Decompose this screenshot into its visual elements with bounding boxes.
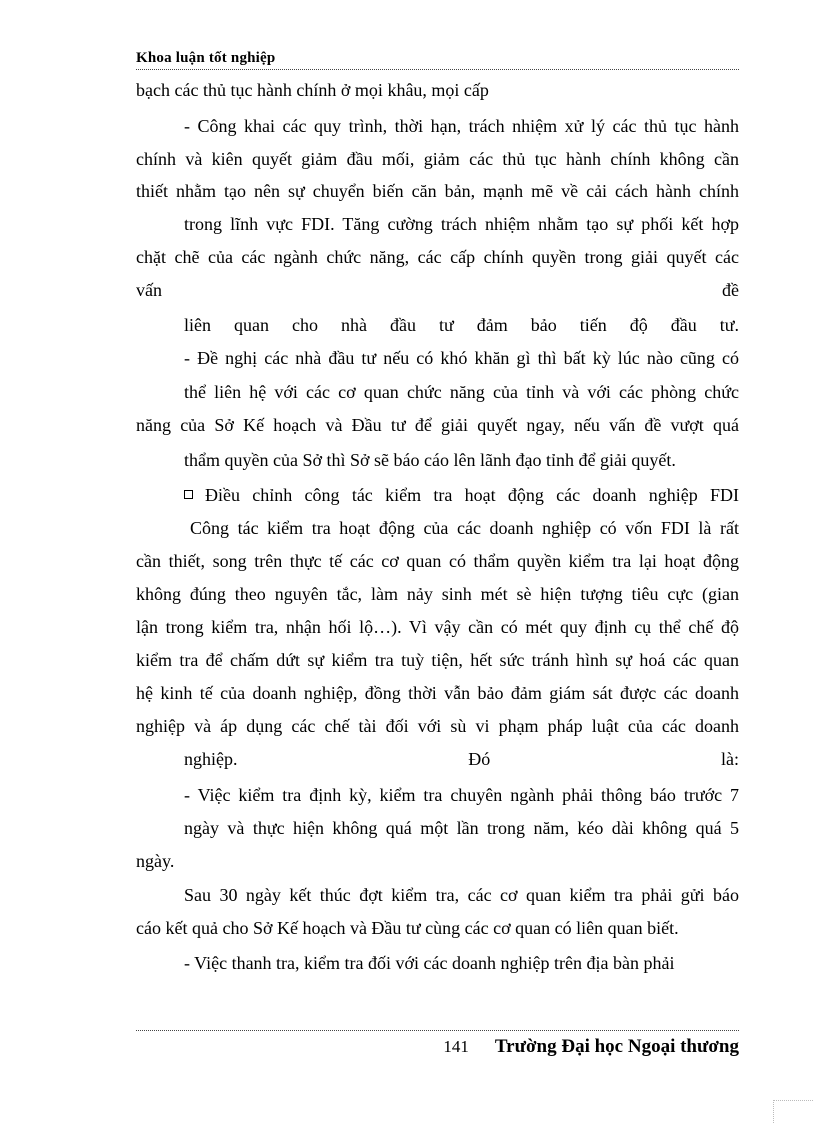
body-line: nghiệp và áp dụng các chế tài đối với sù vi phạm pháp luật của các doanh bbox=[136, 716, 739, 736]
page-corner-mark bbox=[773, 1100, 774, 1123]
body-line: - Đề nghị các nhà đầu tư nếu có khó khăn gì thì bất kỳ lúc nào cũng có bbox=[184, 348, 739, 368]
body-line: Sau 30 ngày kết thúc đợt kiểm tra, các cơ quan kiểm tra phải gửi báo bbox=[184, 885, 739, 905]
school-name: Trường Đại học Ngoại thương bbox=[494, 1036, 739, 1057]
body-line: chặt chẽ của các ngành chức năng, các cấp chính quyền trong giải quyết các bbox=[136, 247, 739, 267]
body-line: chính và kiên quyết giảm đầu mối, giảm các thủ tục hành chính không cần bbox=[136, 149, 739, 169]
body-line: hệ kinh tế của doanh nghiệp, đồng thời vẫn bảo đảm giám sát được các doanh bbox=[136, 683, 739, 703]
running-footer bbox=[136, 1036, 739, 1058]
section-heading-line bbox=[184, 484, 739, 506]
running-header: Khoa luận tốt nghiệp bbox=[136, 50, 276, 66]
body-line: thể liên hệ với các cơ quan chức năng của tỉnh và với các phòng chức bbox=[184, 382, 739, 402]
body-line: Công tác kiểm tra hoạt động của các doanh nghiệp có vốn FDI là rất bbox=[190, 518, 739, 538]
checkbox-bullet-icon bbox=[184, 490, 193, 499]
body-line: thẩm quyền của Sở thì Sở sẽ báo cáo lên lãnh đạo tỉnh để giải quyết. bbox=[184, 450, 676, 470]
body-line: nghiệp. Đó là: bbox=[184, 749, 739, 769]
body-line: liên quan cho nhà đầu tư đảm bảo tiến độ đầu tư. bbox=[184, 315, 739, 335]
header-divider bbox=[136, 69, 739, 70]
body-line: ngày và thực hiện không quá một lần trong năm, kéo dài không quá 5 bbox=[184, 818, 739, 838]
body-line: vấn đề bbox=[136, 280, 739, 300]
body-line: không đúng theo nguyên tắc, làm nảy sinh mét sè hiện tượng tiêu cực (gian bbox=[136, 584, 739, 604]
footer-divider bbox=[136, 1030, 739, 1031]
body-line: năng của Sở Kế hoạch và Đầu tư để giải quyết ngay, nếu vấn đề vượt quá bbox=[136, 415, 739, 435]
body-line: bạch các thủ tục hành chính ở mọi khâu, mọi cấp bbox=[136, 80, 489, 100]
page-number: 141 bbox=[443, 1037, 469, 1056]
body-line: trong lĩnh vực FDI. Tăng cường trách nhiệm nhằm tạo sự phối kết hợp bbox=[184, 214, 739, 234]
body-line: - Việc kiểm tra định kỳ, kiểm tra chuyên ngành phải thông báo trước 7 bbox=[184, 785, 739, 805]
body-line: - Công khai các quy trình, thời hạn, trách nhiệm xử lý các thủ tục hành bbox=[184, 116, 739, 136]
page-corner-mark bbox=[773, 1100, 813, 1101]
body-line: kiểm tra để chấm dứt sự kiểm tra tuỳ tiện, hết sức tránh hình sự hoá các quan bbox=[136, 650, 739, 670]
body-line: ngày. bbox=[136, 851, 175, 871]
section-heading: Điều chỉnh công tác kiểm tra hoạt động các doanh nghiệp FDI bbox=[205, 485, 739, 505]
body-line: thiết nhằm tạo nên sự chuyển biến căn bản, mạnh mẽ về cải cách hành chính bbox=[136, 181, 739, 201]
body-line: lận trong kiểm tra, nhận hối lộ…). Vì vậy cần có mét quy định cụ thể chế độ bbox=[136, 617, 739, 637]
body-line: cần thiết, song trên thực tế các cơ quan có thẩm quyền kiểm tra lại hoạt động bbox=[136, 551, 739, 571]
body-line: - Việc thanh tra, kiểm tra đối với các doanh nghiệp trên địa bàn phải bbox=[184, 953, 675, 973]
body-line: cáo kết quả cho Sở Kế hoạch và Đầu tư cùng các cơ quan có liên quan biết. bbox=[136, 918, 679, 938]
